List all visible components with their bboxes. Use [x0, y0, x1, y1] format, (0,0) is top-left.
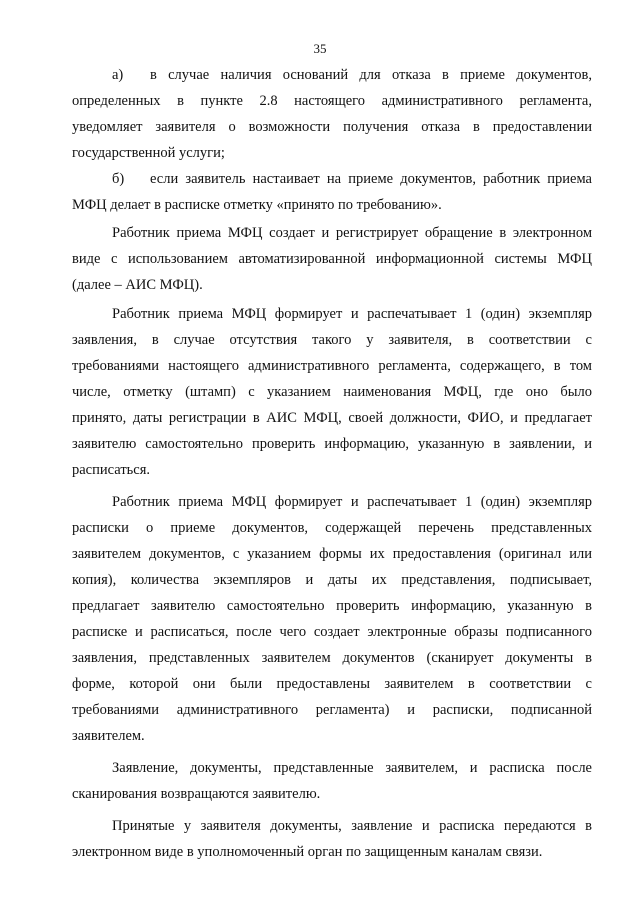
document-body: [72, 62, 592, 865]
text-line: заявления, представленных заявителем документов (сканирует документы в: [72, 650, 592, 666]
text-line: (далее – АИС МФЦ).: [72, 277, 203, 293]
text-line: копия), количества экземпляров и даты их представления, подписывает,: [72, 572, 592, 588]
text-line: требованиями административного регламента) и расписки, подписанной: [72, 702, 592, 718]
text-line: сканирования возвращаются заявителю.: [72, 786, 321, 802]
paragraph-ais-registration: [72, 220, 592, 298]
text-line: расписаться.: [72, 462, 150, 478]
text-line: определенных в пункте 2.8 настоящего административного регламента,: [72, 93, 592, 109]
paragraph-receipt-print: [72, 489, 592, 749]
text-line: заявителю самостоятельно проверить информацию, указанную в заявлении, и: [72, 436, 592, 452]
text-line: предлагает заявителю самостоятельно проверить информацию, указанную в: [72, 598, 592, 614]
list-marker-a: а): [112, 67, 124, 83]
paragraph-documents-returned: [72, 755, 592, 807]
text-line: расписке и расписаться, после чего создает электронные образы подписанного: [72, 624, 592, 640]
text-line: числе, отметку (штамп) с указанием наименования МФЦ, где оно было: [72, 384, 592, 400]
text-line: Заявление, документы, представленные заявителем, и расписка после: [112, 760, 592, 776]
text-line: уведомляет заявителя о возможности получения отказа в предоставлении: [72, 119, 592, 135]
text-line: МФЦ делает в расписке отметку «принято по требованию».: [72, 197, 442, 213]
text-line-content: если заявитель настаивает на приеме документов, работник приема: [150, 171, 592, 187]
text-line: форме, которой они были предоставлены заявителем в соответствии с: [72, 676, 592, 692]
text-line: Работник приема МФЦ создает и регистрирует обращение в электронном: [112, 225, 592, 241]
text-line: [72, 166, 592, 192]
paragraph-application-print: [72, 301, 592, 483]
text-line-content: в случае наличия оснований для отказа в приеме документов,: [150, 67, 592, 83]
paragraph-electronic-transfer: [72, 813, 592, 865]
text-line: расписки о приеме документов, содержащей перечень представленных: [72, 520, 592, 536]
list-marker-b: б): [112, 171, 125, 187]
text-line: принято, даты регистрации в АИС МФЦ, своей должности, ФИО, и предлагает: [72, 410, 592, 426]
text-line: требованиями настоящего административного регламента, содержащего, в том: [72, 358, 592, 374]
paragraph-item-a: [72, 62, 592, 166]
text-line: Принятые у заявителя документы, заявление и расписка передаются в: [112, 818, 592, 834]
text-line: заявителем.: [72, 728, 145, 744]
text-line: заявителем документов, с указанием формы их предоставления (оригинал или: [72, 546, 592, 562]
text-line: [72, 62, 592, 88]
text-line: заявления, в случае отсутствия такого у заявителя, в соответствии с: [72, 332, 592, 348]
text-line: виде с использованием автоматизированной информационной системы МФЦ: [72, 251, 592, 267]
text-line: государственной услуги;: [72, 145, 225, 161]
text-line: Работник приема МФЦ формирует и распечатывает 1 (один) экземпляр: [112, 306, 592, 322]
paragraph-item-b: [72, 166, 592, 218]
page-number: 35: [313, 41, 327, 56]
text-line: Работник приема МФЦ формирует и распечатывает 1 (один) экземпляр: [112, 494, 592, 510]
text-line: электронном виде в уполномоченный орган по защищенным каналам связи.: [72, 844, 543, 860]
